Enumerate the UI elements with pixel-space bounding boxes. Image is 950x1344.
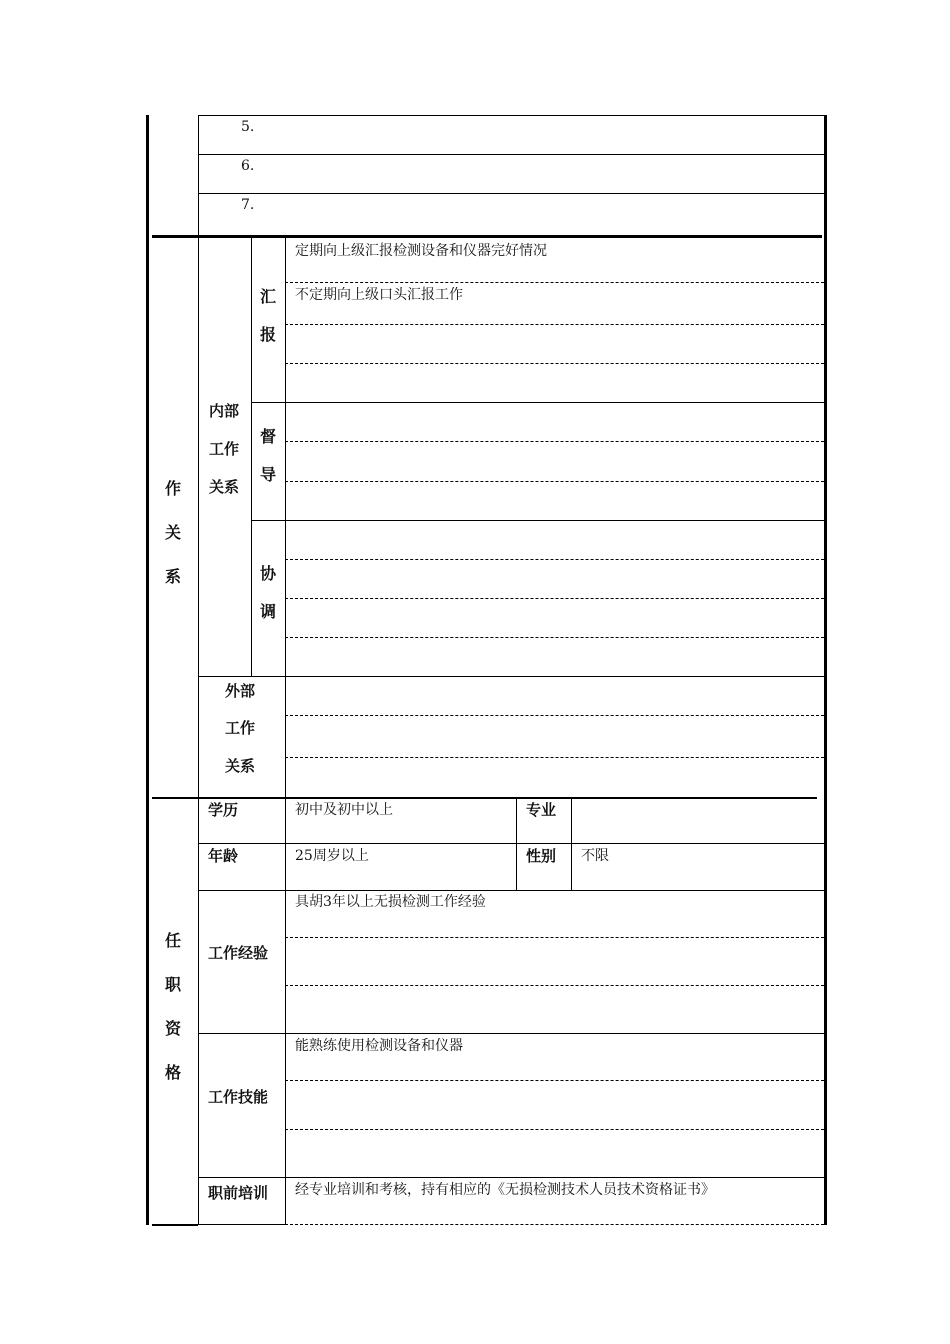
section-char: 作 bbox=[164, 479, 181, 498]
skills-label: 工作技能 bbox=[208, 1088, 269, 1106]
major-label: 专业 bbox=[526, 801, 557, 819]
training-value: 经专业培训和考核，持有相应的《无损检测技术人员技术资格证书》 bbox=[295, 1182, 715, 1198]
duty-item-7: 7. bbox=[241, 197, 255, 213]
experience-value: 具胡3年以上无损检测工作经验 bbox=[295, 894, 486, 910]
skills-value: 能熟练使用检测设备和仪器 bbox=[295, 1038, 463, 1054]
education-value: 初中及初中以上 bbox=[295, 802, 393, 818]
age-label: 年龄 bbox=[208, 847, 239, 865]
section-char: 关 bbox=[164, 523, 181, 542]
experience-label: 工作经验 bbox=[208, 944, 269, 962]
report-line-2: 不定期向上级口头汇报工作 bbox=[295, 287, 463, 303]
training-label: 职前培训 bbox=[208, 1184, 269, 1202]
duty-item-6: 6. bbox=[241, 158, 255, 174]
age-value: 25周岁以上 bbox=[295, 848, 369, 864]
section-char: 系 bbox=[164, 567, 181, 586]
education-label: 学历 bbox=[208, 801, 239, 819]
duty-item-5: 5. bbox=[241, 119, 255, 135]
gender-value: 不限 bbox=[581, 848, 609, 864]
report-line-1: 定期向上级汇报检测设备和仪器完好情况 bbox=[295, 243, 547, 259]
gender-label: 性别 bbox=[526, 847, 557, 865]
page: 5. 6. 7. 作 关 系 内部 工作 关系 汇 报 定期向上级汇报检测设备和仪器完好情况 不定期向上级口头汇报工作 督 导 协 调 外部 工作 关系 任 职 资 格 学历 初中及初中以上 专业 年龄 25周岁以上 性别 不限 工作经验 具胡3年以上无损检测工作经验 工作技能 能熟练使用检测设备和仪器 职前培训 经专业培训和考核，持有相应的《无损检测技术人员技术资格证书》 bbox=[0, 0, 950, 1344]
